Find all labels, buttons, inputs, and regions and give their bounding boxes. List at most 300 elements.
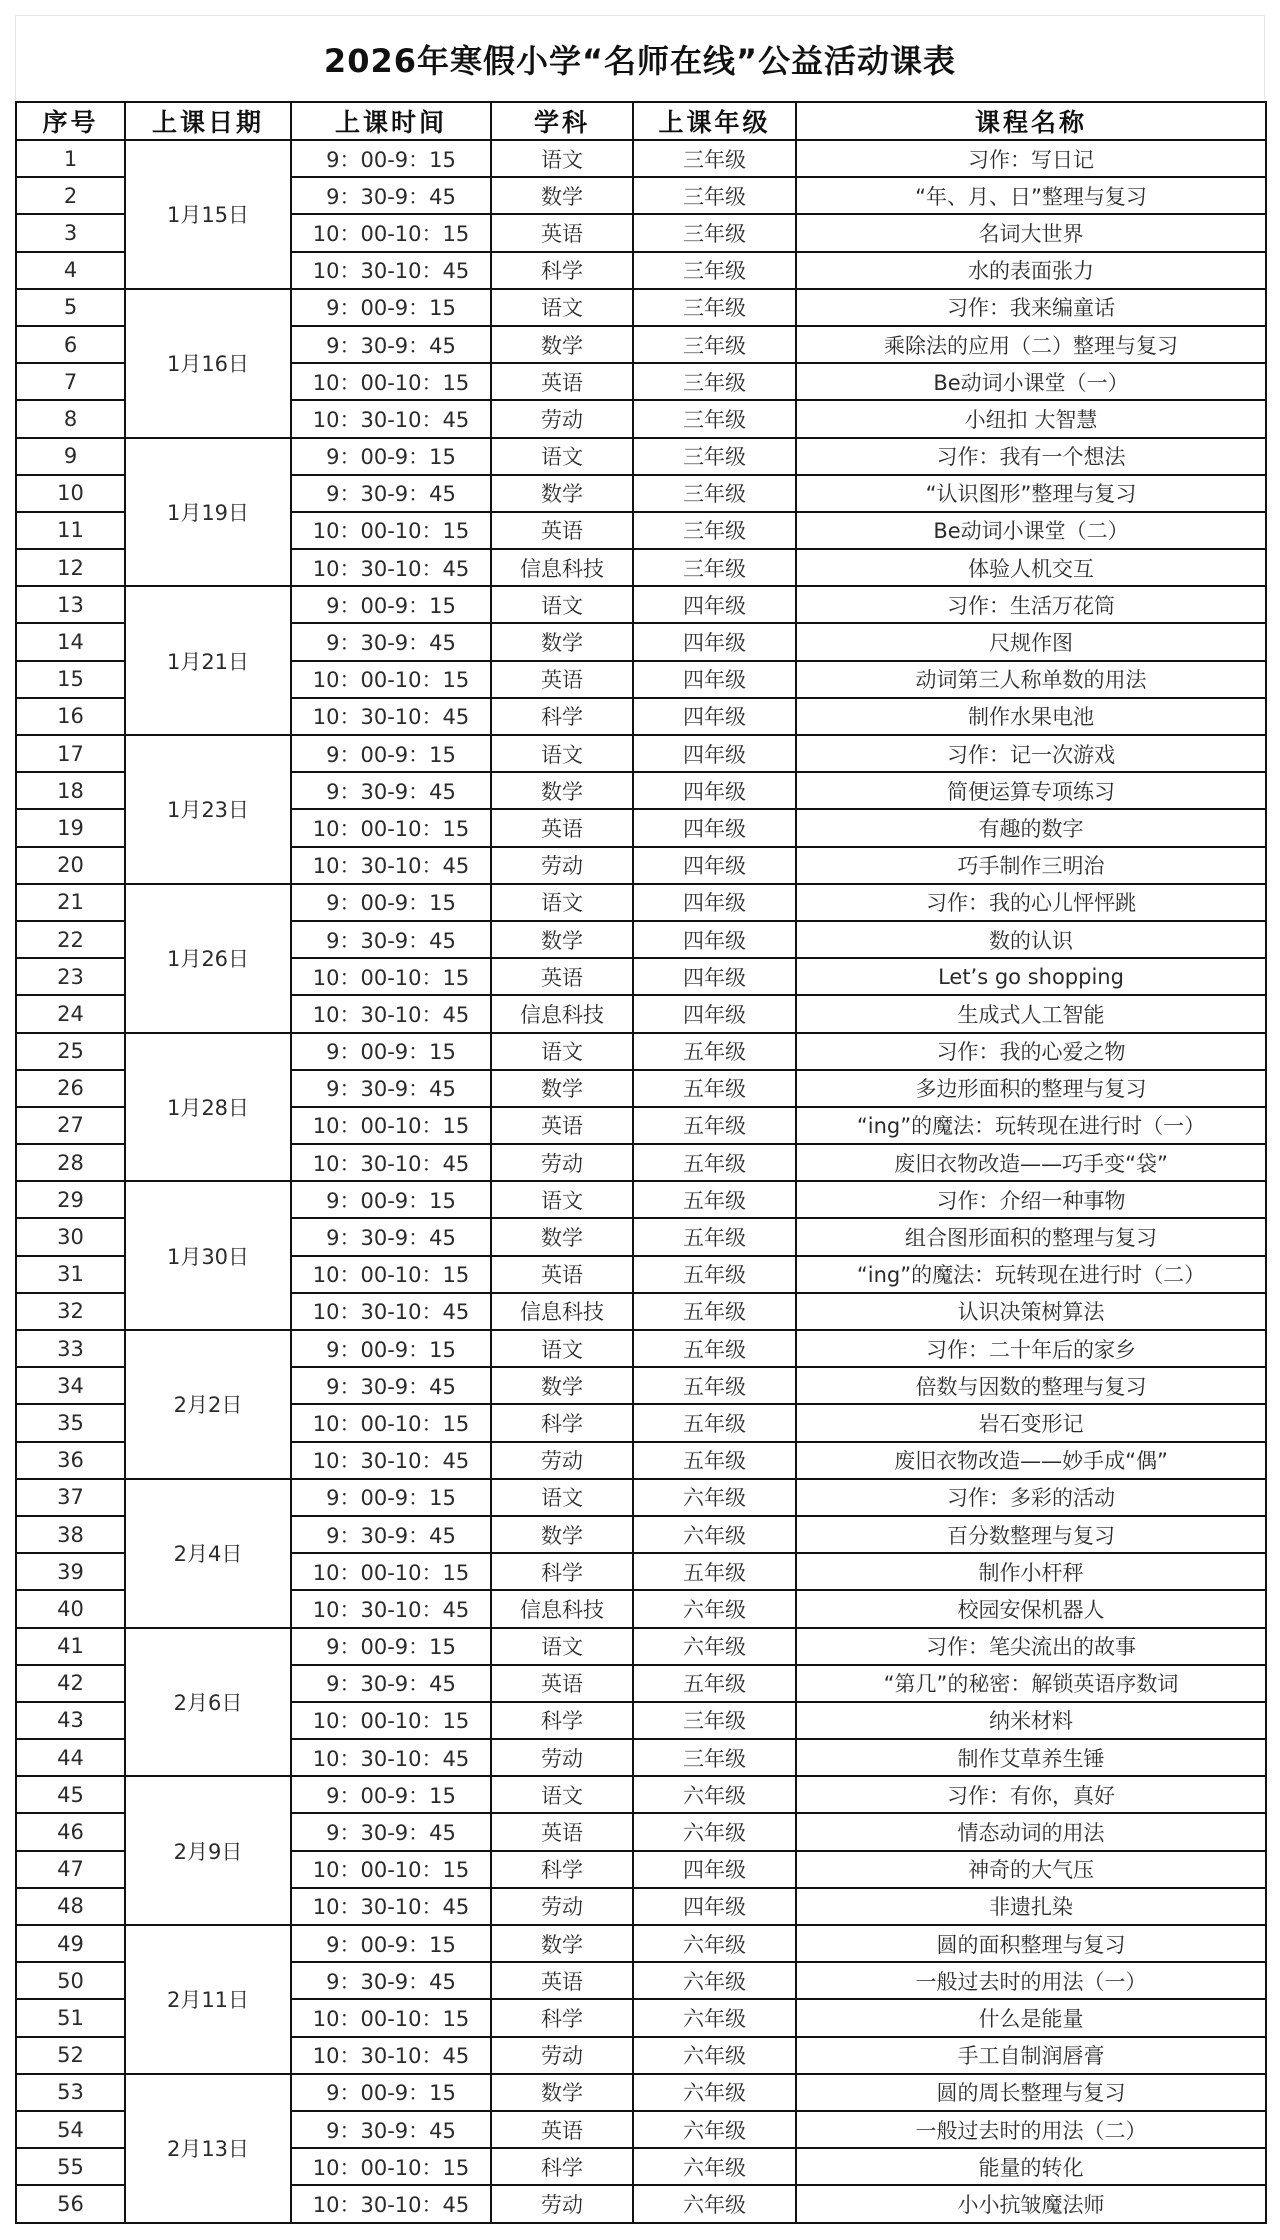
grade-cell: 四年级 [633,1851,796,1888]
time-cell: 9：00-9：15 [291,1925,491,1962]
time-cell: 9：30-9：45 [291,1813,491,1850]
table-row [16,1033,1266,1070]
row-index: 27 [16,1107,125,1144]
grade-cell: 五年级 [633,1218,796,1255]
time-cell: 10：30-10：45 [291,1293,491,1330]
row-index: 8 [16,400,125,437]
subject-cell: 语文 [491,1330,633,1367]
time-cell: 10：30-10：45 [291,995,491,1032]
time-cell: 9：00-9：15 [291,735,491,772]
page-title: 2026年寒假小学“名师在线”公益活动课表 [323,41,957,80]
time-cell: 10：00-10：15 [291,1256,491,1293]
course-name-cell: 习作：我有一个想法 [796,438,1266,475]
grade-cell: 三年级 [633,512,796,549]
table-row [16,438,1266,475]
row-index: 20 [16,847,125,884]
row-index: 39 [16,1553,125,1590]
time-cell: 10：30-10：45 [291,549,491,586]
course-name-cell: 一般过去时的用法（一） [796,1962,1266,1999]
row-index: 1 [16,140,125,177]
date-cell: 1月16日 [125,289,291,438]
row-index: 43 [16,1702,125,1739]
row-index: 17 [16,735,125,772]
subject-cell: 数学 [491,326,633,363]
time-cell: 9：00-9：15 [291,1330,491,1367]
course-name-cell: 动词第三人称单数的用法 [796,661,1266,698]
time-cell: 10：30-10：45 [291,698,491,735]
table-row [16,884,1266,921]
time-cell: 9：30-9：45 [291,1516,491,1553]
grade-cell: 四年级 [633,698,796,735]
subject-cell: 英语 [491,2111,633,2148]
subject-cell: 劳动 [491,1442,633,1479]
date-cell: 2月13日 [125,2074,291,2223]
time-cell: 10：00-10：15 [291,661,491,698]
grade-cell: 三年级 [633,363,796,400]
grade-cell: 三年级 [633,289,796,326]
course-name-cell: 习作：多彩的活动 [796,1479,1266,1516]
time-cell: 10：30-10：45 [291,400,491,437]
row-index: 48 [16,1888,125,1925]
course-name-cell: 体验人机交互 [796,549,1266,586]
time-cell: 10：00-10：15 [291,1999,491,2036]
subject-cell: 科学 [491,252,633,289]
row-index: 41 [16,1628,125,1665]
time-cell: 9：00-9：15 [291,1776,491,1813]
course-name-cell: 手工自制润唇膏 [796,2037,1266,2074]
course-name-cell: 废旧衣物改造——巧手变“袋” [796,1144,1266,1181]
grade-cell: 六年级 [633,1590,796,1627]
table-row [16,2074,1266,2111]
table-row [16,586,1266,623]
course-name-cell: 能量的转化 [796,2148,1266,2185]
course-name-cell: 巧手制作三明治 [796,847,1266,884]
course-name-cell: 多边形面积的整理与复习 [796,1070,1266,1107]
course-name-cell: “ing”的魔法：玩转现在进行时（二） [796,1256,1266,1293]
course-name-cell: 习作：二十年后的家乡 [796,1330,1266,1367]
grade-cell: 四年级 [633,884,796,921]
time-cell: 10：00-10：15 [291,1851,491,1888]
subject-cell: 信息科技 [491,995,633,1032]
column-header-date: 上课日期 [125,102,291,140]
date-cell: 1月23日 [125,735,291,884]
course-name-cell: 废旧衣物改造——妙手成“偶” [796,1442,1266,1479]
grade-cell: 五年级 [633,1442,796,1479]
date-cell: 2月4日 [125,1479,291,1628]
grade-cell: 五年级 [633,1181,796,1218]
column-header-course: 课程名称 [796,102,1266,140]
time-cell: 9：00-9：15 [291,2074,491,2111]
row-index: 16 [16,698,125,735]
time-cell: 9：30-9：45 [291,1367,491,1404]
date-cell: 1月28日 [125,1033,291,1182]
course-name-cell: 生成式人工智能 [796,995,1266,1032]
row-index: 35 [16,1404,125,1441]
time-cell: 10：30-10：45 [291,1442,491,1479]
row-index: 28 [16,1144,125,1181]
subject-cell: 数学 [491,177,633,214]
time-cell: 9：30-9：45 [291,921,491,958]
date-cell: 2月6日 [125,1628,291,1777]
row-index: 22 [16,921,125,958]
subject-cell: 英语 [491,1256,633,1293]
subject-cell: 数学 [491,1367,633,1404]
course-name-cell: 数的认识 [796,921,1266,958]
time-cell: 10：30-10：45 [291,2185,491,2222]
grade-cell: 四年级 [633,809,796,846]
row-index: 36 [16,1442,125,1479]
grade-cell: 六年级 [633,1628,796,1665]
row-index: 55 [16,2148,125,2185]
course-name-cell: “第几”的秘密：解锁英语序数词 [796,1665,1266,1702]
subject-cell: 数学 [491,2074,633,2111]
time-cell: 10：30-10：45 [291,1888,491,1925]
grade-cell: 三年级 [633,177,796,214]
time-cell: 10：30-10：45 [291,1739,491,1776]
subject-cell: 科学 [491,1702,633,1739]
subject-cell: 英语 [491,1665,633,1702]
column-header-time: 上课时间 [291,102,491,140]
grade-cell: 五年级 [633,1330,796,1367]
course-name-cell: 圆的面积整理与复习 [796,1925,1266,1962]
subject-cell: 英语 [491,1107,633,1144]
row-index: 30 [16,1218,125,1255]
row-index: 21 [16,884,125,921]
subject-cell: 数学 [491,1070,633,1107]
course-name-cell: 圆的周长整理与复习 [796,2074,1266,2111]
table-row [16,1628,1266,1665]
date-cell: 1月15日 [125,140,291,289]
subject-cell: 信息科技 [491,549,633,586]
time-cell: 10：00-10：15 [291,214,491,251]
grade-cell: 四年级 [633,921,796,958]
grade-cell: 四年级 [633,735,796,772]
time-cell: 10：00-10：15 [291,809,491,846]
course-name-cell: 岩石变形记 [796,1404,1266,1441]
time-cell: 9：00-9：15 [291,289,491,326]
header-row [16,102,1266,140]
grade-cell: 三年级 [633,438,796,475]
time-cell: 10：00-10：15 [291,363,491,400]
row-index: 40 [16,1590,125,1627]
grade-cell: 三年级 [633,1739,796,1776]
subject-cell: 语文 [491,438,633,475]
table-row [16,140,1266,177]
schedule-table [15,101,1267,2224]
subject-cell: 语文 [491,1181,633,1218]
subject-cell: 劳动 [491,1888,633,1925]
schedule-body [16,140,1266,2223]
course-name-cell: “年、月、日”整理与复习 [796,177,1266,214]
subject-cell: 语文 [491,735,633,772]
row-index: 29 [16,1181,125,1218]
subject-cell: 数学 [491,475,633,512]
grade-cell: 三年级 [633,140,796,177]
course-name-cell: 制作小杆秤 [796,1553,1266,1590]
subject-cell: 劳动 [491,1144,633,1181]
grade-cell: 六年级 [633,2037,796,2074]
time-cell: 9：30-9：45 [291,1962,491,1999]
subject-cell: 科学 [491,1851,633,1888]
subject-cell: 语文 [491,884,633,921]
subject-cell: 科学 [491,2148,633,2185]
grade-cell: 五年级 [633,1107,796,1144]
row-index: 37 [16,1479,125,1516]
grade-cell: 六年级 [633,2148,796,2185]
row-index: 53 [16,2074,125,2111]
table-row [16,735,1266,772]
subject-cell: 语文 [491,586,633,623]
subject-cell: 信息科技 [491,1590,633,1627]
row-index: 23 [16,958,125,995]
time-cell: 10：00-10：15 [291,1553,491,1590]
subject-cell: 语文 [491,1033,633,1070]
subject-cell: 劳动 [491,2185,633,2222]
column-header-subject: 学科 [491,102,633,140]
grade-cell: 五年级 [633,1553,796,1590]
course-name-cell: “ing”的魔法：玩转现在进行时（一） [796,1107,1266,1144]
grade-cell: 六年级 [633,2111,796,2148]
grade-cell: 五年级 [633,1293,796,1330]
subject-cell: 劳动 [491,847,633,884]
date-cell: 1月30日 [125,1181,291,1330]
course-name-cell: 校园安保机器人 [796,1590,1266,1627]
course-name-cell: Be动词小课堂（一） [796,363,1266,400]
course-name-cell: 情态动词的用法 [796,1813,1266,1850]
row-index: 6 [16,326,125,363]
time-cell: 10：30-10：45 [291,252,491,289]
time-cell: 9：00-9：15 [291,586,491,623]
time-cell: 9：30-9：45 [291,772,491,809]
subject-cell: 英语 [491,958,633,995]
grade-cell: 六年级 [633,1776,796,1813]
subject-cell: 英语 [491,661,633,698]
course-name-cell: 名词大世界 [796,214,1266,251]
title-box [15,15,1265,101]
course-name-cell: 倍数与因数的整理与复习 [796,1367,1266,1404]
subject-cell: 语文 [491,1628,633,1665]
course-name-cell: 习作：我的心爱之物 [796,1033,1266,1070]
date-cell: 1月19日 [125,438,291,587]
time-cell: 9：30-9：45 [291,326,491,363]
time-cell: 9：30-9：45 [291,177,491,214]
time-cell: 10：30-10：45 [291,2037,491,2074]
time-cell: 9：30-9：45 [291,1665,491,1702]
table-row [16,1479,1266,1516]
row-index: 34 [16,1367,125,1404]
grade-cell: 六年级 [633,1962,796,1999]
time-cell: 10：00-10：15 [291,1404,491,1441]
time-cell: 10：00-10：15 [291,1107,491,1144]
row-index: 9 [16,438,125,475]
course-name-cell: 非遗扎染 [796,1888,1266,1925]
row-index: 51 [16,1999,125,2036]
subject-cell: 科学 [491,1999,633,2036]
time-cell: 9：30-9：45 [291,1218,491,1255]
subject-cell: 语文 [491,1776,633,1813]
grade-cell: 三年级 [633,475,796,512]
row-index: 46 [16,1813,125,1850]
grade-cell: 三年级 [633,252,796,289]
time-cell: 9：00-9：15 [291,140,491,177]
time-cell: 10：00-10：15 [291,958,491,995]
course-name-cell: 习作：生活万花筒 [796,586,1266,623]
time-cell: 9：00-9：15 [291,1181,491,1218]
grade-cell: 五年级 [633,1070,796,1107]
grade-cell: 三年级 [633,549,796,586]
subject-cell: 劳动 [491,2037,633,2074]
row-index: 32 [16,1293,125,1330]
row-index: 25 [16,1033,125,1070]
table-row [16,289,1266,326]
grade-cell: 五年级 [633,1256,796,1293]
subject-cell: 英语 [491,214,633,251]
row-index: 38 [16,1516,125,1553]
course-name-cell: 神奇的大气压 [796,1851,1266,1888]
grade-cell: 三年级 [633,214,796,251]
subject-cell: 数学 [491,1925,633,1962]
row-index: 56 [16,2185,125,2222]
row-index: 31 [16,1256,125,1293]
course-name-cell: 习作：介绍一种事物 [796,1181,1266,1218]
grade-cell: 五年级 [633,1404,796,1441]
subject-cell: 英语 [491,512,633,549]
row-index: 7 [16,363,125,400]
course-name-cell: 习作：我来编童话 [796,289,1266,326]
time-cell: 10：30-10：45 [291,1590,491,1627]
grade-cell: 五年级 [633,1033,796,1070]
row-index: 19 [16,809,125,846]
subject-cell: 英语 [491,1813,633,1850]
table-row [16,1181,1266,1218]
subject-cell: 数学 [491,1516,633,1553]
time-cell: 9：30-9：45 [291,475,491,512]
schedule-sheet [15,15,1265,2224]
subject-cell: 英语 [491,809,633,846]
time-cell: 9：00-9：15 [291,884,491,921]
course-name-cell: 小小抗皱魔法师 [796,2185,1266,2222]
time-cell: 9：00-9：15 [291,438,491,475]
time-cell: 10：30-10：45 [291,1144,491,1181]
row-index: 18 [16,772,125,809]
grade-cell: 四年级 [633,772,796,809]
grade-cell: 五年级 [633,1144,796,1181]
row-index: 24 [16,995,125,1032]
row-index: 26 [16,1070,125,1107]
course-name-cell: 小纽扣 大智慧 [796,400,1266,437]
row-index: 47 [16,1851,125,1888]
course-name-cell: 水的表面张力 [796,252,1266,289]
date-cell: 2月9日 [125,1776,291,1925]
column-header-grade: 上课年级 [633,102,796,140]
subject-cell: 数学 [491,772,633,809]
time-cell: 9：00-9：15 [291,1628,491,1665]
course-name-cell: 习作：记一次游戏 [796,735,1266,772]
date-cell: 1月26日 [125,884,291,1033]
course-name-cell: 习作：写日记 [796,140,1266,177]
course-name-cell: 简便运算专项练习 [796,772,1266,809]
row-index: 11 [16,512,125,549]
grade-cell: 六年级 [633,1813,796,1850]
time-cell: 10：00-10：15 [291,2148,491,2185]
date-cell: 2月11日 [125,1925,291,2074]
row-index: 5 [16,289,125,326]
grade-cell: 四年级 [633,623,796,660]
course-name-cell: Let’s go shopping [796,958,1266,995]
time-cell: 9：00-9：15 [291,1033,491,1070]
course-name-cell: 制作水果电池 [796,698,1266,735]
grade-cell: 三年级 [633,1702,796,1739]
row-index: 45 [16,1776,125,1813]
course-name-cell: 有趣的数字 [796,809,1266,846]
course-name-cell: 认识决策树算法 [796,1293,1266,1330]
course-name-cell: 什么是能量 [796,1999,1266,2036]
subject-cell: 语文 [491,140,633,177]
course-name-cell: 一般过去时的用法（二） [796,2111,1266,2148]
course-name-cell: 制作艾草养生锤 [796,1739,1266,1776]
grade-cell: 三年级 [633,326,796,363]
time-cell: 9：30-9：45 [291,623,491,660]
row-index: 50 [16,1962,125,1999]
grade-cell: 六年级 [633,1999,796,2036]
grade-cell: 四年级 [633,847,796,884]
subject-cell: 英语 [491,363,633,400]
date-cell: 2月2日 [125,1330,291,1479]
course-name-cell: Be动词小课堂（二） [796,512,1266,549]
subject-cell: 数学 [491,921,633,958]
course-name-cell: 习作：我的心儿怦怦跳 [796,884,1266,921]
time-cell: 10：30-10：45 [291,847,491,884]
subject-cell: 科学 [491,1553,633,1590]
time-cell: 10：00-10：15 [291,1702,491,1739]
table-row [16,1330,1266,1367]
course-name-cell: 习作：有你，真好 [796,1776,1266,1813]
row-index: 12 [16,549,125,586]
row-index: 15 [16,661,125,698]
course-name-cell: 百分数整理与复习 [796,1516,1266,1553]
row-index: 33 [16,1330,125,1367]
row-index: 52 [16,2037,125,2074]
row-index: 10 [16,475,125,512]
column-header-index: 序号 [16,102,125,140]
course-name-cell: 习作：笔尖流出的故事 [796,1628,1266,1665]
grade-cell: 六年级 [633,2074,796,2111]
time-cell: 9：00-9：15 [291,1479,491,1516]
grade-cell: 四年级 [633,995,796,1032]
date-cell: 1月21日 [125,586,291,735]
grade-cell: 四年级 [633,1888,796,1925]
grade-cell: 六年级 [633,2185,796,2222]
grade-cell: 四年级 [633,958,796,995]
grade-cell: 四年级 [633,586,796,623]
subject-cell: 劳动 [491,400,633,437]
subject-cell: 英语 [491,1962,633,1999]
grade-cell: 五年级 [633,1367,796,1404]
row-index: 13 [16,586,125,623]
time-cell: 10：00-10：15 [291,512,491,549]
subject-cell: 科学 [491,698,633,735]
subject-cell: 数学 [491,1218,633,1255]
time-cell: 9：30-9：45 [291,2111,491,2148]
course-name-cell: 乘除法的应用（二）整理与复习 [796,326,1266,363]
course-name-cell: 尺规作图 [796,623,1266,660]
row-index: 4 [16,252,125,289]
row-index: 2 [16,177,125,214]
grade-cell: 五年级 [633,1665,796,1702]
subject-cell: 语文 [491,289,633,326]
subject-cell: 数学 [491,623,633,660]
grade-cell: 四年级 [633,661,796,698]
